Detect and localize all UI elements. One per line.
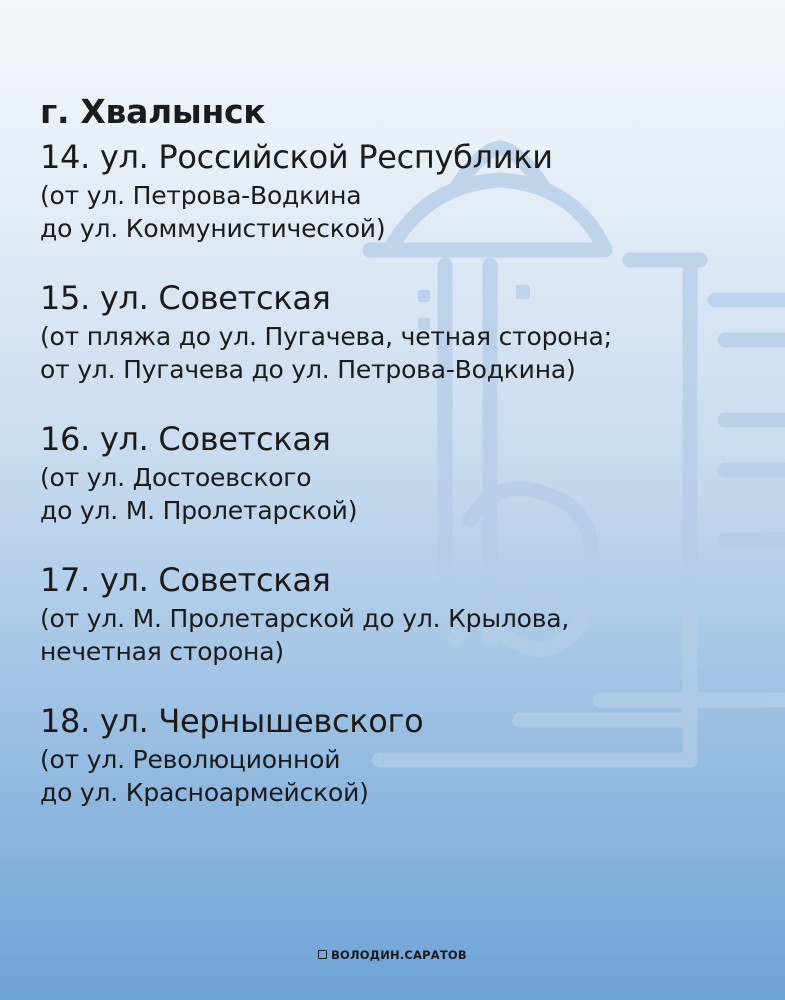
street-title: 17. ул. Советская — [40, 561, 331, 599]
street-title: 15. ул. Советская — [40, 279, 331, 317]
street-section-note: (от ул. Достоевского до ул. М. Пролетарской) — [40, 463, 358, 525]
list-item — [40, 135, 760, 245]
street-section-note: (от ул. М. Пролетарской до ул. Крылова, нечетная сторона) — [40, 604, 570, 666]
route-list — [40, 93, 760, 840]
list-item — [40, 558, 760, 668]
brand-name: ВОЛОДИН.САРАТОВ — [331, 948, 467, 962]
list-item — [40, 699, 760, 809]
list-item — [40, 417, 760, 527]
street-title: 18. ул. Чернышевского — [40, 702, 424, 740]
street-section-note: (от ул. Революционной до ул. Красноармейской) — [40, 745, 369, 807]
street-section-note: (от пляжа до ул. Пугачева, четная сторона; от ул. Пугачева до ул. Петрова-Водкина) — [40, 322, 612, 384]
square-logo-icon — [318, 950, 327, 959]
street-title: 14. ул. Российской Республики — [40, 138, 553, 176]
street-title: 16. ул. Советская — [40, 420, 331, 458]
list-item — [40, 276, 760, 386]
street-section-note: (от ул. Петрова-Водкина до ул. Коммунистической) — [40, 181, 386, 243]
city-heading: г. Хвалынск — [40, 92, 266, 131]
brand-footer — [0, 948, 785, 962]
